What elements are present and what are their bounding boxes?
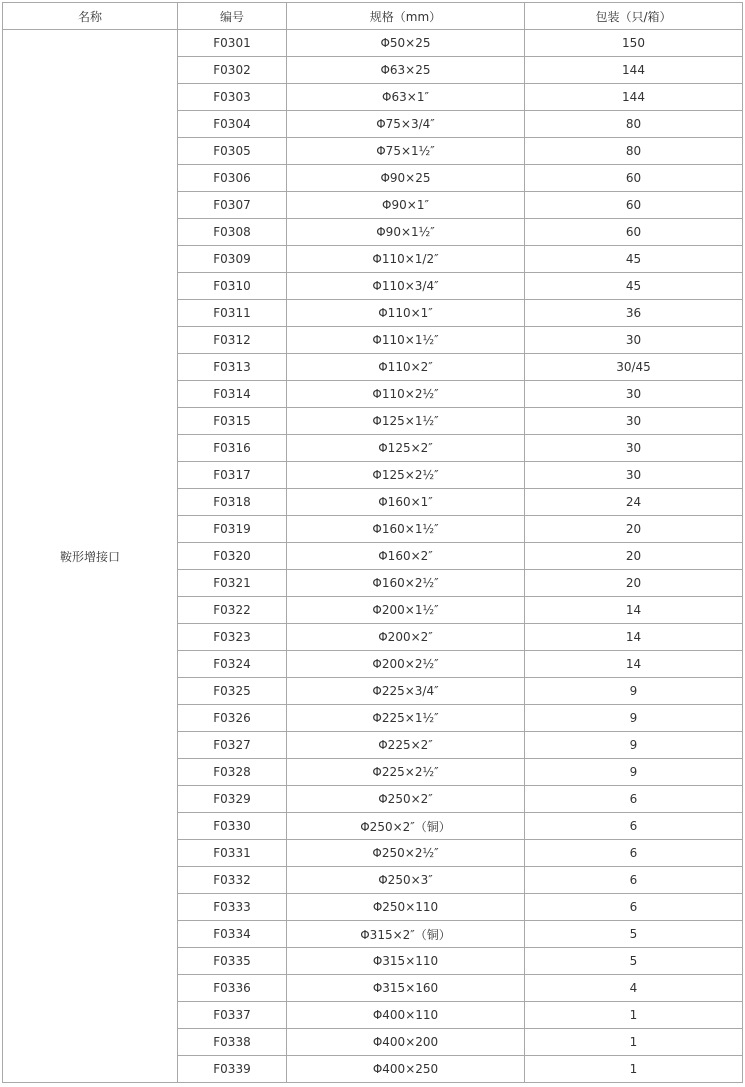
cell-pack: 45 [525, 273, 743, 300]
cell-code: F0322 [178, 597, 287, 624]
cell-code: F0304 [178, 111, 287, 138]
cell-spec: Φ110×1/2″ [287, 246, 525, 273]
cell-code: F0323 [178, 624, 287, 651]
cell-pack: 14 [525, 597, 743, 624]
cell-pack: 5 [525, 948, 743, 975]
cell-code: F0329 [178, 786, 287, 813]
cell-code: F0314 [178, 381, 287, 408]
cell-pack: 24 [525, 489, 743, 516]
cell-spec: Φ160×2″ [287, 543, 525, 570]
table-row [3, 30, 743, 57]
cell-pack: 80 [525, 138, 743, 165]
table-body [3, 30, 743, 1083]
cell-pack: 150 [525, 30, 743, 57]
cell-code: F0328 [178, 759, 287, 786]
cell-pack: 36 [525, 300, 743, 327]
cell-code: F0325 [178, 678, 287, 705]
cell-pack: 6 [525, 867, 743, 894]
cell-spec: Φ110×1″ [287, 300, 525, 327]
cell-pack: 9 [525, 705, 743, 732]
cell-spec: Φ200×2½″ [287, 651, 525, 678]
cell-spec: Φ400×250 [287, 1056, 525, 1083]
cell-code: F0303 [178, 84, 287, 111]
cell-pack: 20 [525, 516, 743, 543]
cell-spec: Φ315×110 [287, 948, 525, 975]
cell-spec: Φ225×2″ [287, 732, 525, 759]
cell-code: F0309 [178, 246, 287, 273]
cell-spec: Φ75×3/4″ [287, 111, 525, 138]
cell-spec: Φ160×2½″ [287, 570, 525, 597]
cell-pack: 20 [525, 543, 743, 570]
cell-spec: Φ110×3/4″ [287, 273, 525, 300]
cell-spec: Φ125×1½″ [287, 408, 525, 435]
product-spec-table [2, 2, 743, 1083]
cell-code: F0319 [178, 516, 287, 543]
cell-code: F0311 [178, 300, 287, 327]
cell-spec: Φ200×1½″ [287, 597, 525, 624]
cell-code: F0330 [178, 813, 287, 840]
cell-code: F0307 [178, 192, 287, 219]
cell-pack: 6 [525, 813, 743, 840]
cell-spec: Φ315×2″（铜） [287, 921, 525, 948]
cell-spec: Φ250×2½″ [287, 840, 525, 867]
cell-code: F0302 [178, 57, 287, 84]
cell-spec: Φ225×1½″ [287, 705, 525, 732]
cell-code: F0321 [178, 570, 287, 597]
cell-code: F0317 [178, 462, 287, 489]
cell-spec: Φ250×110 [287, 894, 525, 921]
cell-pack: 30 [525, 327, 743, 354]
cell-spec: Φ160×1½″ [287, 516, 525, 543]
cell-pack: 1 [525, 1056, 743, 1083]
cell-spec: Φ160×1″ [287, 489, 525, 516]
cell-code: F0315 [178, 408, 287, 435]
cell-pack: 9 [525, 678, 743, 705]
cell-code: F0316 [178, 435, 287, 462]
cell-spec: Φ125×2″ [287, 435, 525, 462]
cell-pack: 9 [525, 759, 743, 786]
cell-code: F0335 [178, 948, 287, 975]
cell-spec: Φ63×25 [287, 57, 525, 84]
cell-spec: Φ110×2″ [287, 354, 525, 381]
cell-code: F0308 [178, 219, 287, 246]
cell-pack: 80 [525, 111, 743, 138]
cell-code: F0334 [178, 921, 287, 948]
cell-spec: Φ125×2½″ [287, 462, 525, 489]
cell-spec: Φ63×1″ [287, 84, 525, 111]
cell-pack: 20 [525, 570, 743, 597]
cell-pack: 144 [525, 84, 743, 111]
cell-pack: 30 [525, 462, 743, 489]
cell-code: F0331 [178, 840, 287, 867]
cell-pack: 6 [525, 894, 743, 921]
cell-pack: 60 [525, 192, 743, 219]
cell-pack: 60 [525, 165, 743, 192]
product-table-container [2, 2, 743, 1083]
header-spec: 规格（mm） [287, 3, 525, 30]
cell-code: F0336 [178, 975, 287, 1002]
product-name-cell: 鞍形增接口 [3, 30, 178, 1083]
cell-spec: Φ250×3″ [287, 867, 525, 894]
cell-spec: Φ90×1½″ [287, 219, 525, 246]
cell-pack: 14 [525, 624, 743, 651]
cell-pack: 45 [525, 246, 743, 273]
table-header-row [3, 3, 743, 30]
cell-spec: Φ50×25 [287, 30, 525, 57]
cell-code: F0318 [178, 489, 287, 516]
header-pack: 包装（只/箱） [525, 3, 743, 30]
cell-code: F0333 [178, 894, 287, 921]
cell-pack: 5 [525, 921, 743, 948]
cell-code: F0306 [178, 165, 287, 192]
cell-pack: 6 [525, 786, 743, 813]
cell-pack: 30/45 [525, 354, 743, 381]
header-code: 编号 [178, 3, 287, 30]
cell-spec: Φ250×2″（铜） [287, 813, 525, 840]
cell-spec: Φ225×3/4″ [287, 678, 525, 705]
cell-spec: Φ400×200 [287, 1029, 525, 1056]
cell-code: F0320 [178, 543, 287, 570]
cell-pack: 60 [525, 219, 743, 246]
cell-spec: Φ250×2″ [287, 786, 525, 813]
cell-pack: 30 [525, 435, 743, 462]
cell-code: F0339 [178, 1056, 287, 1083]
cell-pack: 144 [525, 57, 743, 84]
cell-spec: Φ110×2½″ [287, 381, 525, 408]
cell-spec: Φ90×25 [287, 165, 525, 192]
cell-spec: Φ400×110 [287, 1002, 525, 1029]
cell-code: F0312 [178, 327, 287, 354]
cell-code: F0338 [178, 1029, 287, 1056]
cell-spec: Φ225×2½″ [287, 759, 525, 786]
cell-spec: Φ75×1½″ [287, 138, 525, 165]
cell-pack: 4 [525, 975, 743, 1002]
cell-spec: Φ110×1½″ [287, 327, 525, 354]
cell-pack: 1 [525, 1029, 743, 1056]
cell-spec: Φ90×1″ [287, 192, 525, 219]
cell-pack: 1 [525, 1002, 743, 1029]
header-name: 名称 [3, 3, 178, 30]
cell-code: F0327 [178, 732, 287, 759]
cell-code: F0301 [178, 30, 287, 57]
cell-spec: Φ200×2″ [287, 624, 525, 651]
cell-pack: 14 [525, 651, 743, 678]
cell-pack: 30 [525, 381, 743, 408]
cell-code: F0332 [178, 867, 287, 894]
cell-code: F0313 [178, 354, 287, 381]
cell-pack: 9 [525, 732, 743, 759]
cell-code: F0326 [178, 705, 287, 732]
cell-code: F0310 [178, 273, 287, 300]
cell-pack: 30 [525, 408, 743, 435]
cell-pack: 6 [525, 840, 743, 867]
cell-code: F0324 [178, 651, 287, 678]
cell-spec: Φ315×160 [287, 975, 525, 1002]
cell-code: F0305 [178, 138, 287, 165]
cell-code: F0337 [178, 1002, 287, 1029]
